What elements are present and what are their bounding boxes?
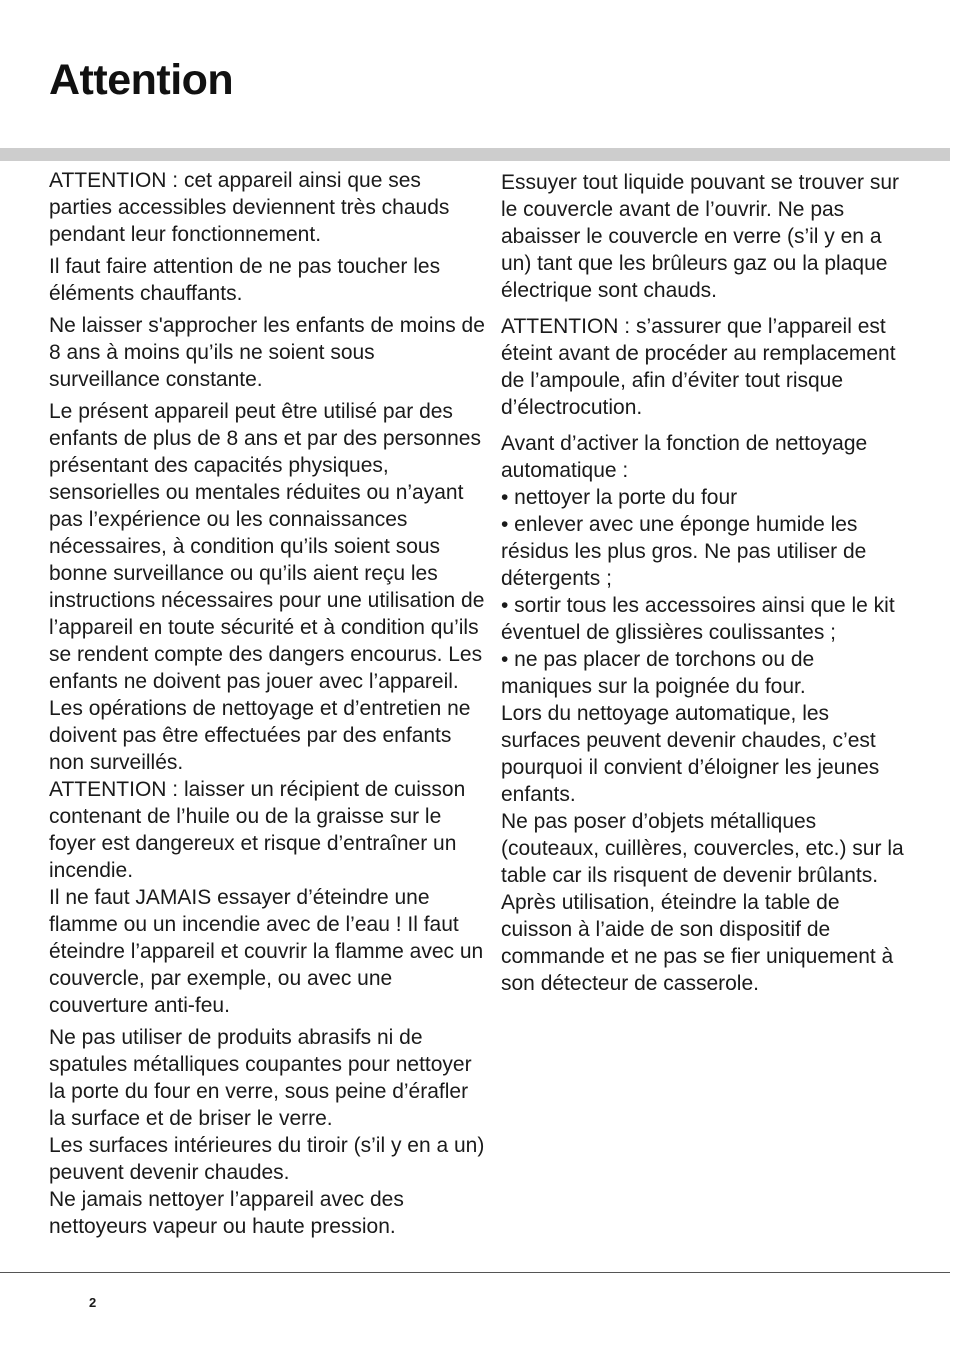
paragraph: Essuyer tout liquide pouvant se trouver sur le couvercle avant de l’ouvrir. Ne pas abaisser le couvercle en verre (s’il y en a un) tant que les brûleurs gaz ou la plaque électrique sont chauds.	[501, 171, 900, 302]
paragraph: Il faut faire attention de ne pas toucher les éléments chauffants.	[49, 255, 441, 305]
paragraph: Lors du nettoyage automatique, les surfaces peuvent devenir chaudes, c’est pourquoi il convient d’éloigner les jeunes enfants.	[501, 702, 880, 806]
page-title: Attention	[49, 56, 234, 104]
paragraph: ATTENTION : cet appareil ainsi que ses parties accessibles deviennent très chauds pendant leur fonctionnement.	[49, 169, 450, 246]
bullet-item: • sortir tous les accessoires ainsi que le kit éventuel de glissières coulissantes ;	[501, 594, 895, 644]
left-column	[49, 167, 489, 1240]
bullet-item: • nettoyer la porte du four	[501, 486, 738, 509]
paragraph: Les surfaces intérieures du tiroir (s’il y en a un) peuvent devenir chaudes.	[49, 1134, 485, 1184]
page-number: 2	[89, 1295, 97, 1310]
paragraph: Après utilisation, éteindre la table de cuisson à l’aide de son dispositif de commande et ne pas se fier uniquement à son détecteur de casserole.	[501, 891, 894, 995]
paragraph: ATTENTION : laisser un récipient de cuisson contenant de l’huile ou de la graisse sur le foyer est dangereux et risque d’entraîner un incendie.	[49, 778, 466, 882]
paragraph: Il ne faut JAMAIS essayer d’éteindre une flamme ou un incendie avec de l’eau ! Il faut éteindre l’appareil et couvrir la flamme avec un couvercle, par exemple, ou avec une couverture anti-feu.	[49, 886, 484, 1017]
bullet-item: • ne pas placer de torchons ou de maniques sur la poignée du four.	[501, 648, 815, 698]
header-band	[0, 148, 950, 161]
paragraph: Ne pas poser d’objets métalliques (couteaux, cuillères, couvercles, etc.) sur la table car ils risquent de devenir brûlants.	[501, 810, 904, 887]
paragraph: Ne pas utiliser de produits abrasifs ni de spatules métalliques coupantes pour nettoyer la porte du four en verre, sous peine d’érafler la surface et de briser le verre.	[49, 1026, 472, 1130]
paragraph: Ne jamais nettoyer l’appareil avec des nettoyeurs vapeur ou haute pression.	[49, 1188, 404, 1238]
bullet-item: • enlever avec une éponge humide les résidus les plus gros. Ne pas utiliser de détergents ;	[501, 513, 867, 590]
paragraph: Le présent appareil peut être utilisé par des enfants de plus de 8 ans et par des personnes présentant des capacités physiques, sensorielles ou mentales réduites ou n’ayant pas l’expérience ou les connaissances nécessaires, à condition qu’ils soient sous bonne surveillance ou qu’ils aient reçu les instructions nécessaires pour une utilisation de l’appareil en toute sécurité et à condition qu’ils se rendent compte des dangers encourus. Les enfants ne doivent pas jouer avec l’appareil. Les opérations de nettoyage et d’entretien ne doivent pas être effectuées par des enfants non surveillés.	[49, 400, 485, 774]
right-column	[501, 169, 911, 997]
paragraph: Ne laisser s'approcher les enfants de moins de 8 ans à moins qu’ils ne soient sous surveillance constante.	[49, 314, 485, 391]
footer-rule	[0, 1272, 950, 1273]
paragraph: ATTENTION : s’assurer que l’appareil est éteint avant de procéder au remplacement de l’ampoule, afin d’éviter tout risque d’électrocution.	[501, 315, 896, 419]
paragraph: Avant d’activer la fonction de nettoyage automatique :	[501, 432, 868, 482]
